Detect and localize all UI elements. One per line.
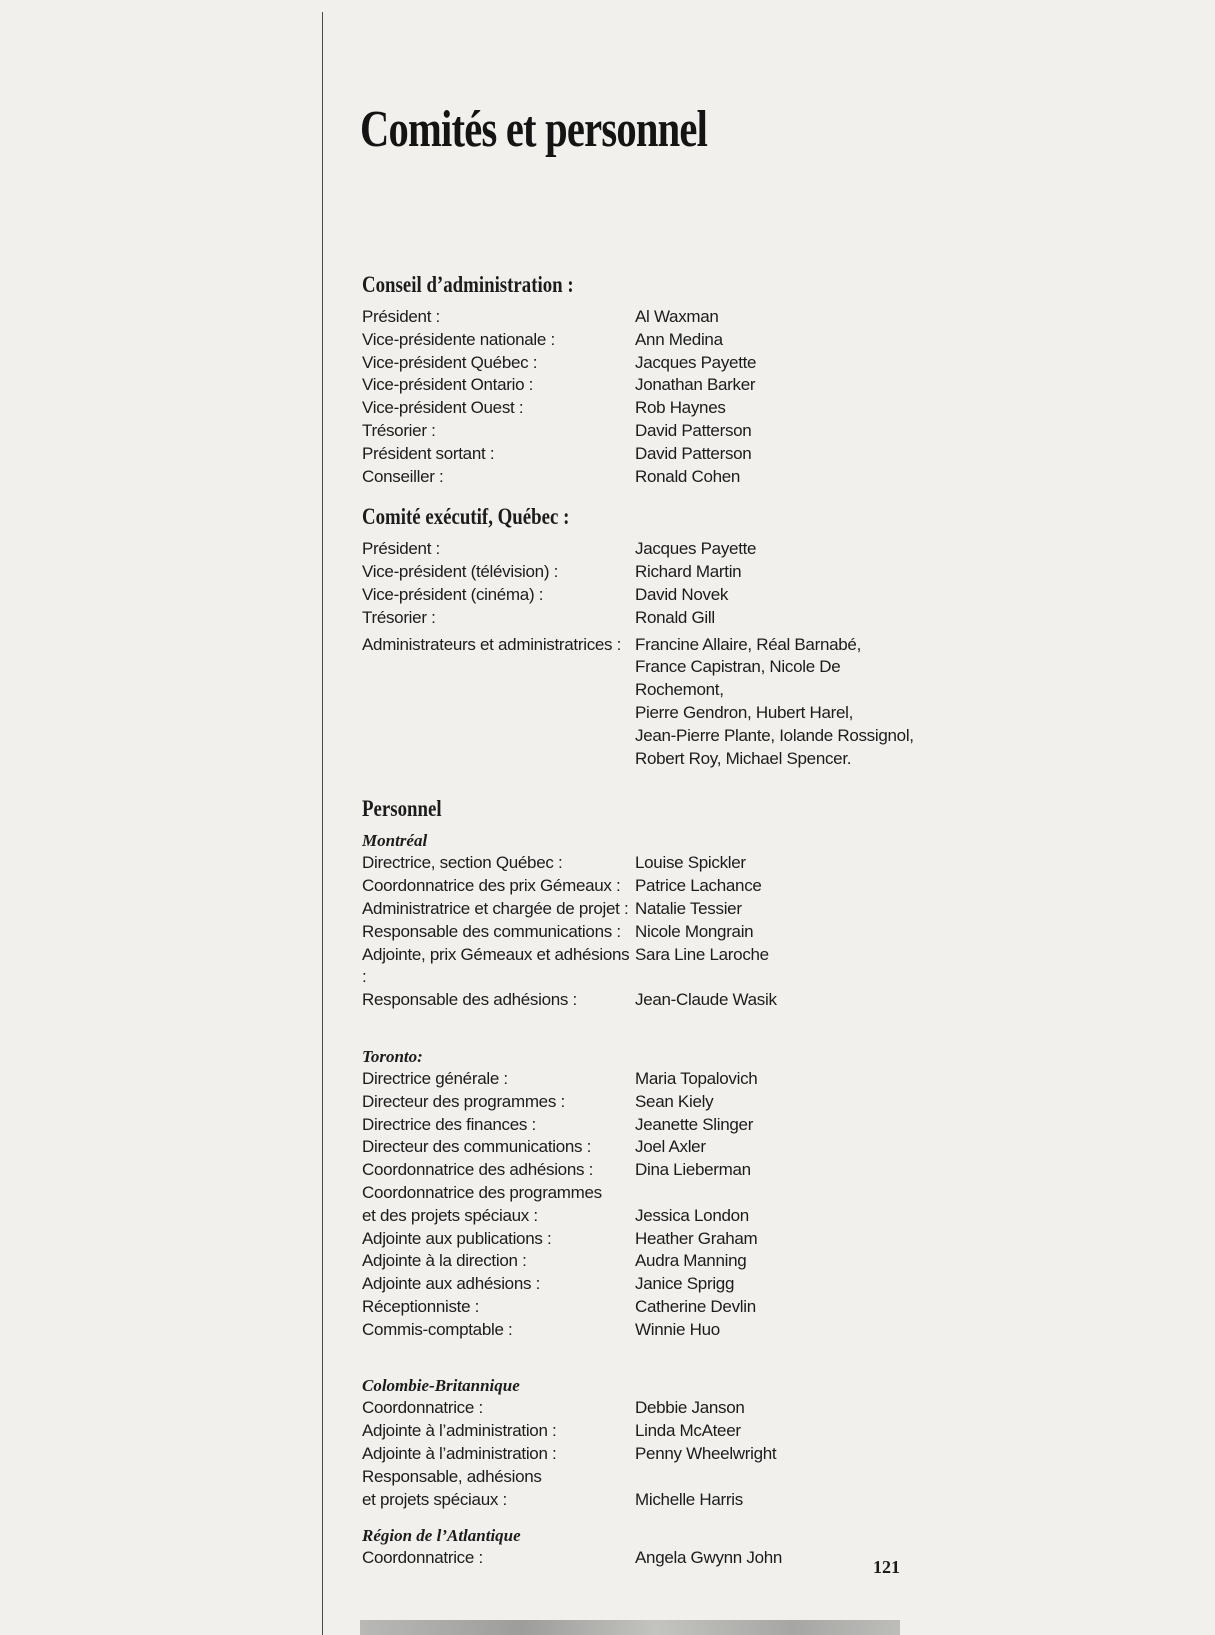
person-name: Ann Medina (635, 329, 723, 349)
person-name: Richard Martin (635, 562, 742, 582)
toronto-list (362, 1068, 922, 1182)
page-title: Comités et personnel (360, 101, 708, 158)
role-label: Vice-président (cinéma) : (362, 584, 544, 604)
bottom-image-strip (360, 1620, 900, 1635)
person-name: Natalie Tessier (635, 898, 742, 918)
margin-rule (322, 12, 323, 1635)
list-item (362, 538, 922, 561)
person-name: Jeanette Slinger (635, 1114, 754, 1134)
role-label: Coordonnatrice : (362, 1548, 483, 1568)
list-item (362, 584, 922, 607)
list-item (362, 420, 922, 443)
person-name: Joel Axler (635, 1137, 706, 1157)
board-list (362, 306, 922, 488)
role-label: Conseiller : (362, 466, 444, 486)
list-item (362, 989, 922, 1012)
toronto-heading: Toronto: (362, 1046, 423, 1066)
role-label: Administrateurs et administratrices : (362, 634, 622, 654)
list-item (362, 852, 922, 875)
person-name: Maria Topalovich (635, 1068, 758, 1088)
list-item (362, 1273, 922, 1296)
role-label: Responsable des adhésions : (362, 990, 577, 1010)
role-label: Responsable, adhésions et projets spéciaux : (362, 1466, 542, 1509)
person-name: Louise Spickler (635, 853, 746, 873)
role-label: Président sortant : (362, 443, 495, 463)
person-name: Linda McAteer (635, 1421, 741, 1441)
list-item (362, 1091, 922, 1114)
person-name: Heather Graham (635, 1228, 758, 1248)
list-item (362, 921, 922, 944)
role-label: Responsable des communications : (362, 921, 621, 941)
role-label: Vice-président Ouest : (362, 398, 524, 418)
person-name: Audra Manning (635, 1251, 747, 1271)
list-item (362, 352, 922, 375)
role-label: Trésorier : (362, 607, 436, 627)
person-name: Penny Wheelwright (635, 1444, 777, 1464)
list-item (362, 1296, 922, 1319)
person-name: Jonathan Barker (635, 375, 756, 395)
list-item (362, 1068, 922, 1091)
role-label: Coordonnatrice : (362, 1398, 483, 1418)
role-label: Président : (362, 539, 440, 559)
list-item (362, 1397, 922, 1420)
person-name: David Patterson (635, 420, 752, 440)
executive-list (362, 538, 922, 629)
role-label: Coordonnatrice des prix Gémeaux : (362, 876, 621, 896)
person-name: Patrice Lachance (635, 876, 762, 896)
person-name: Al Waxman (635, 307, 719, 326)
role-label: Coordonnatrice des programmes et des projets spéciaux : (362, 1182, 602, 1225)
list-item (362, 1466, 922, 1512)
role-label: Coordonnatrice des adhésions : (362, 1160, 594, 1180)
list-item (362, 944, 922, 990)
person-name: Michelle Harris (635, 1489, 743, 1509)
role-label: Vice-président Québec : (362, 352, 538, 372)
list-item (362, 306, 922, 329)
person-name: Angela Gwynn John (635, 1548, 783, 1568)
list-item (362, 443, 922, 466)
role-label: Adjointe, prix Gémeaux et adhésions : (362, 944, 630, 987)
list-item (362, 1182, 922, 1228)
role-label: Directrice, section Québec : (362, 853, 563, 873)
list-item (362, 466, 922, 489)
person-name: Debbie Janson (635, 1398, 745, 1418)
list-item (362, 397, 922, 420)
list-item (362, 561, 922, 584)
bc-heading: Colombie-Britannique (362, 1376, 520, 1396)
role-label: Commis-comptable : (362, 1319, 513, 1339)
list-item (362, 1420, 922, 1443)
person-name: David Novek (635, 584, 729, 604)
list-item (362, 329, 922, 352)
list-item (362, 875, 922, 898)
person-name: Rob Haynes (635, 398, 726, 418)
role-label: Vice-présidente nationale : (362, 329, 555, 349)
person-name: Jean-Claude Wasik (635, 990, 777, 1010)
bc-list (362, 1397, 922, 1465)
list-item (362, 1319, 922, 1342)
executive-heading: Comité exécutif, Québec : (362, 504, 570, 530)
person-name: David Patterson (635, 443, 752, 463)
role-label: Adjointe aux adhésions : (362, 1274, 541, 1294)
person-name: Ronald Cohen (635, 466, 741, 486)
toronto-list-2 (362, 1228, 922, 1342)
list-item (362, 634, 922, 771)
person-name: Ronald Gill (635, 607, 715, 627)
role-label: Réceptionniste : (362, 1296, 480, 1316)
role-label: Trésorier : (362, 420, 436, 440)
committees-content (362, 270, 922, 1570)
list-item (362, 374, 922, 397)
role-label: Adjointe à l’administration : (362, 1421, 557, 1441)
list-item (362, 1159, 922, 1182)
list-item (362, 1443, 922, 1466)
list-item (362, 607, 922, 630)
member-names: Francine Allaire, Réal Barnabé, France Capistran, Nicole De Rochemont, Pierre Gendron, Hubert Harel, Jean-Pierre Plante, Iolande Rossignol, Robert Roy, Michael Spencer. (635, 634, 914, 768)
page-number: 121 (873, 1557, 900, 1577)
role-label: Adjointe à l’administration : (362, 1444, 557, 1464)
atlantic-heading: Région de l’Atlantique (362, 1526, 521, 1546)
list-item (362, 1114, 922, 1137)
role-label: Adjointe aux publications : (362, 1228, 552, 1248)
person-name: Catherine Devlin (635, 1296, 756, 1316)
person-name: Nicole Mongrain (635, 921, 754, 941)
staff-heading: Personnel (362, 796, 442, 822)
list-item (362, 1250, 922, 1273)
list-item (362, 898, 922, 921)
person-name: Jacques Payette (635, 352, 757, 372)
person-name: Jessica London (635, 1205, 749, 1225)
list-item (362, 1547, 922, 1570)
role-label: Président : (362, 307, 440, 326)
person-name: Sean Kiely (635, 1091, 714, 1111)
person-name: Dina Lieberman (635, 1160, 751, 1180)
person-name: Winnie Huo (635, 1319, 720, 1339)
role-label: Vice-président (télévision) : (362, 562, 559, 582)
montreal-list (362, 852, 922, 1012)
role-label: Directeur des communications : (362, 1137, 592, 1157)
role-label: Directrice générale : (362, 1068, 508, 1088)
role-label: Administratrice et chargée de projet : (362, 898, 629, 918)
role-label: Adjointe à la direction : (362, 1251, 527, 1271)
board-heading: Conseil d’administration : (362, 272, 574, 297)
list-item (362, 1228, 922, 1251)
role-label: Vice-président Ontario : (362, 375, 534, 395)
montreal-heading: Montréal (362, 831, 428, 851)
person-name: Sara Line Laroche (635, 944, 769, 964)
person-name: Janice Sprigg (635, 1274, 735, 1294)
list-item (362, 1136, 922, 1159)
person-name: Jacques Payette (635, 539, 757, 559)
role-label: Directrice des finances : (362, 1114, 536, 1134)
role-label: Directeur des programmes : (362, 1091, 565, 1111)
